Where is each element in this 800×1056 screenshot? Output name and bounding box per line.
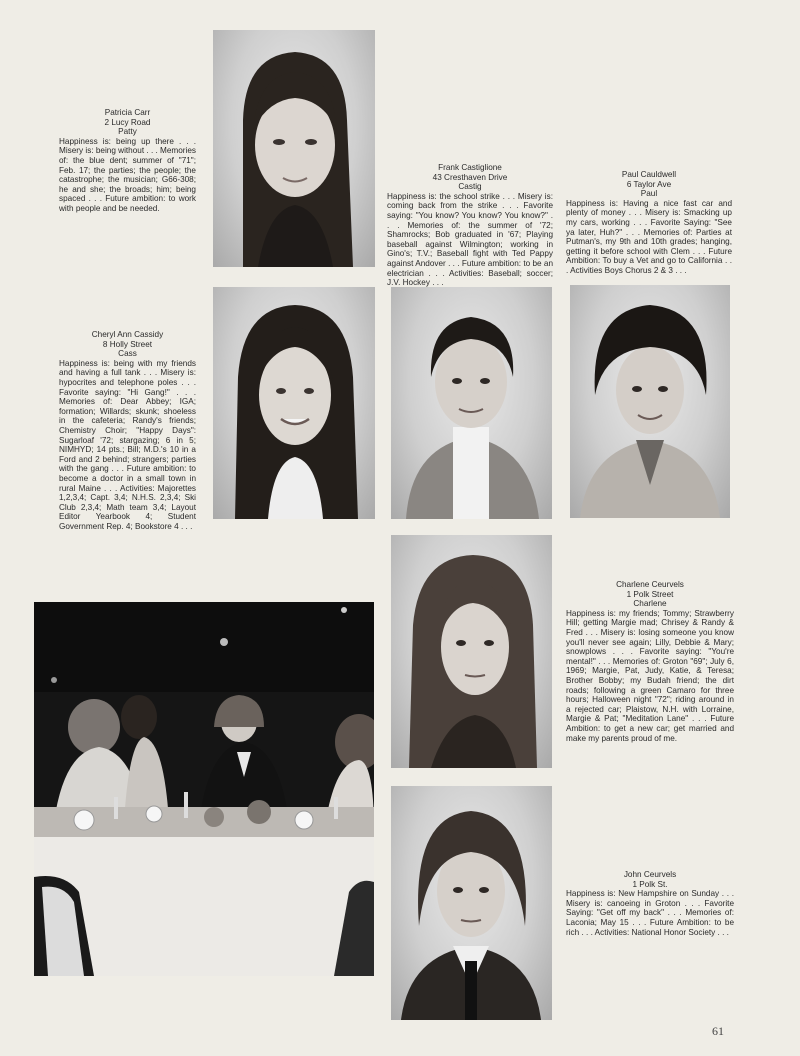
caption-charlene-ceurvels xyxy=(566,580,734,743)
student-nickname: Castig xyxy=(458,182,482,192)
student-address: 6 Taylor Ave xyxy=(626,179,672,189)
student-address: 1 Polk St. xyxy=(632,879,668,889)
portrait-charlene-ceurvels xyxy=(391,535,552,768)
portrait-frank-castiglione xyxy=(391,287,552,519)
student-bio: Happiness is: being up there . . . Misery is: being without . . . Memories of: the blue dent; summer of "71"; Feb. 17; the parties; the people; the catastrophe; the musician; G66-308; he and she; the broads; him; being spaced . . . Future ambition: to work with people and be needed. xyxy=(59,136,196,213)
portrait-john-ceurvels xyxy=(391,786,552,1020)
portrait-cheryl-ann-cassidy xyxy=(213,287,375,519)
candid-banquet-photo xyxy=(34,602,374,976)
caption-patricia-carr xyxy=(59,108,196,214)
portrait-paul-cauldwell xyxy=(570,285,730,518)
caption-john-ceurvels xyxy=(566,870,734,937)
student-address: 8 Holly Street xyxy=(102,339,153,349)
student-bio: Happiness is: my friends; Tommy; Strawberry Hill; getting Margie mad; Chrisey & Randy & Fred . . . Misery is: losing someone you know you'll never see again; Lilly, Debbie & Mary; snowplows . . . Favorite saying: "You're mental!" . . . Memories of: Groton "69"; July 6, 1969; Margie, Pat, Judy, Katie, & Teresa; Brother Bobby; my Budah friend; the dirt roads; following a green Camaro for three hours; Halloween night "72"; riding around in a rejected car; Plaistow, N.H. with Lorraine, Margie & Pat; "Meditation Lane" . . . Future Ambition: to get a new car; get married and make my parents proud of me. xyxy=(566,608,734,743)
caption-cheryl-ann-cassidy xyxy=(59,330,196,531)
student-bio: Happiness is: New Hampshire on Sunday . . . Misery is: canoeing in Groton . . . Favorite Saying: "Get off my back" . . . Memories of: Laconia; May 15 . . . Future Ambition: to be rich . . . Activities: National Honor Society . . . xyxy=(566,889,734,937)
student-name: Cheryl Ann Cassidy xyxy=(91,330,164,339)
student-nickname: Patty xyxy=(118,127,137,137)
student-nickname: Charlene xyxy=(633,599,667,609)
student-address: 2 Lucy Road xyxy=(104,117,151,127)
caption-paul-cauldwell xyxy=(566,170,732,276)
student-name: Paul Cauldwell xyxy=(621,170,677,179)
portrait-patricia-carr xyxy=(213,30,375,267)
student-bio: Happiness is: Having a nice fast car and plenty of money . . . Misery is: Smacking up my cars, working . . . Favorite Saying: "See ya later, Huh?" . . . Memories of: Parties at Putman's, my 9th and 10th grades; hanging, getting it before school with Clem . . . Future Ambition: To buy a Vet and go to California . . . Activities Boys Chorus 2 & 3 . . . xyxy=(566,198,732,275)
student-address: 1 Polk Street xyxy=(626,589,674,599)
student-bio: Happiness is: being with my friends and having a full tank . . . Misery is: hypocrites and telephone poles . . . Favorite saying: "Hi Gang!" . . . Memories of: Dear Abbey; IGA; formation; Willards; skunk; shoeless in the cafeteria; Randy's friends; Chemistry Choir; "Happy Days": Sugarloaf '72; stargazing; 6 in 5; NIMHYD; 14 pts.; Bill; M.D.'s 10 in a Ford and 2 behind; strangers; parties with the gang . . . Future ambition: to become a doctor in a small town in rural Maine . . . Activities: Majorettes 1,2,3,4; Capt. 3,4; N.H.S. 2,3,4; Ski Club 2,3,4; Math team 3,4; Layout Editor Yearbook 4; Student Government Rep. 4; Bookstore 4 . . . xyxy=(59,358,196,531)
page-number: 61 xyxy=(712,1024,724,1038)
student-name: Frank Castiglione xyxy=(438,163,502,172)
student-address: 43 Cresthaven Drive xyxy=(432,172,508,182)
student-bio: Happiness is: the school strike . . . Misery is: coming back from the strike . . . Favorite saying: "You know? You know? You know?" . . . Memories of: the summer of '72; Shamrocks; Bob graduated in '67; Playing baseball against Wilmington; working in Gino's; T.V.; Baseball fight with Ted Pappy against Andover . . . Future ambition: to be an electrician . . . Activities: Baseball; soccer; J.V. Hockey . . . xyxy=(387,191,553,288)
student-name: Patricia Carr xyxy=(104,108,151,117)
student-nickname: Paul xyxy=(640,189,658,199)
student-name: John Ceurvels xyxy=(623,870,677,879)
student-nickname: Cass xyxy=(118,349,137,359)
student-name: Charlene Ceurvels xyxy=(616,580,684,589)
caption-frank-castiglione xyxy=(387,163,553,288)
